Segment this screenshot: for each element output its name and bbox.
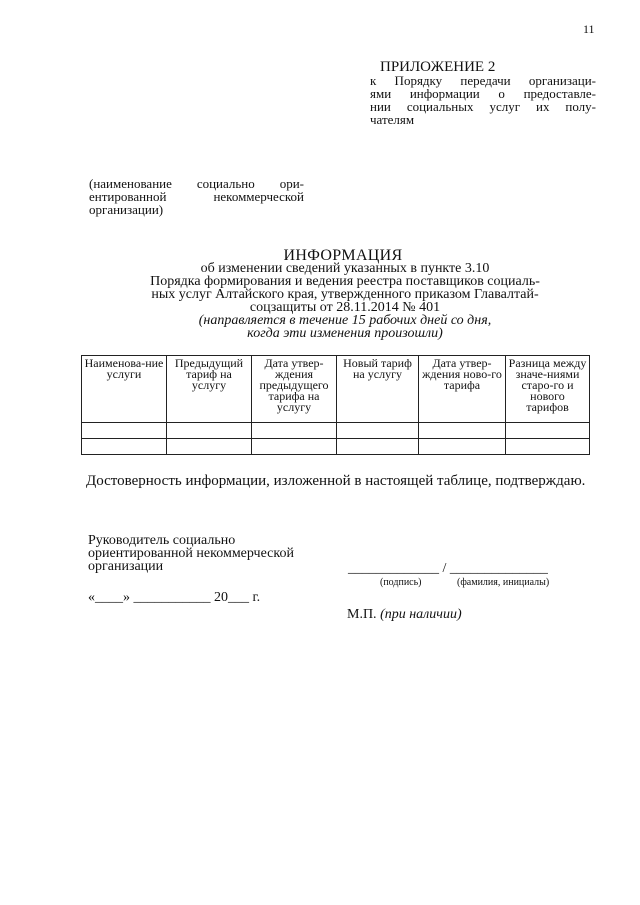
table-cell (337, 423, 419, 439)
appendix-line: нии социальных услуг их полу- (370, 99, 596, 114)
appendix-line: ями информации о предоставле- (370, 86, 596, 101)
table-cell (337, 439, 419, 455)
table-cell (82, 423, 167, 439)
document-title: ИНФОРМАЦИЯ (283, 247, 403, 264)
description-line: соцзащиты от 28.11.2014 № 401 (249, 300, 441, 315)
description-line: об изменении сведений указанных в пункте 3.10 (200, 261, 490, 276)
head-line: Руководитель социально (88, 533, 236, 548)
table-cell (167, 439, 252, 455)
table-header-row (82, 356, 590, 423)
table-cell (252, 439, 337, 455)
appendix-title: ПРИЛОЖЕНИЕ 2 (380, 59, 496, 75)
table-cell (167, 423, 252, 439)
table-cell (506, 423, 590, 439)
date-line: «____» ___________ 20___ г. (88, 590, 261, 605)
column-header: Предыдущий тариф на услугу (167, 356, 252, 423)
appendix-line: к Порядку передачи организаци- (370, 73, 596, 88)
confirmation-text: Достоверность информации, изложенной в настоящей таблице, подтверждаю. (86, 473, 586, 489)
description-line: Порядка формирования и ведения реестра поставщиков социаль- (150, 274, 540, 289)
tariff-table (81, 355, 590, 455)
head-line: организации (88, 559, 164, 574)
column-header: Дата утвер-ждения ново-го тарифа (419, 356, 506, 423)
column-header: Дата утвер-ждения предыдущего тарифа на услугу (252, 356, 337, 423)
table-row (82, 423, 590, 439)
head-line: ориентированной некоммерческой (88, 546, 294, 561)
table-cell (419, 423, 506, 439)
note-line: (направляется в течение 15 рабочих дней со дня, (198, 313, 492, 328)
column-header: Наименова-ние услуги (82, 356, 167, 423)
document-description (120, 262, 570, 340)
stamp-note: (при наличии) (380, 607, 462, 622)
appendix-line: чателям (370, 112, 415, 127)
appendix-subtitle (370, 74, 596, 126)
note-line: когда эти изменения произошли) (247, 326, 443, 341)
table-cell (419, 439, 506, 455)
signature-caption: (подпись) (380, 577, 422, 588)
stamp-label: М.П. (347, 607, 381, 622)
organization-line: организации) (89, 202, 164, 217)
column-header: Новый тариф на услугу (337, 356, 419, 423)
name-caption: (фамилия, инициалы) (457, 577, 550, 588)
head-signatory-label (88, 534, 348, 573)
column-header: Разница между значе-ниями старо-го и нового тарифов (506, 356, 590, 423)
description-line: ных услуг Алтайского края, утвержденного приказом Главалтай- (151, 287, 539, 302)
organization-line: (наименование социально ори- (89, 176, 304, 191)
table-row (82, 439, 590, 455)
table-cell (506, 439, 590, 455)
signature-line: _____________ / ______________ (348, 561, 548, 576)
stamp-placeholder (347, 607, 462, 623)
table-cell (82, 439, 167, 455)
organization-line: ентированной некоммерческой (89, 189, 304, 204)
page-number: 11 (583, 22, 595, 36)
organization-name-placeholder (89, 177, 304, 216)
table-cell (252, 423, 337, 439)
